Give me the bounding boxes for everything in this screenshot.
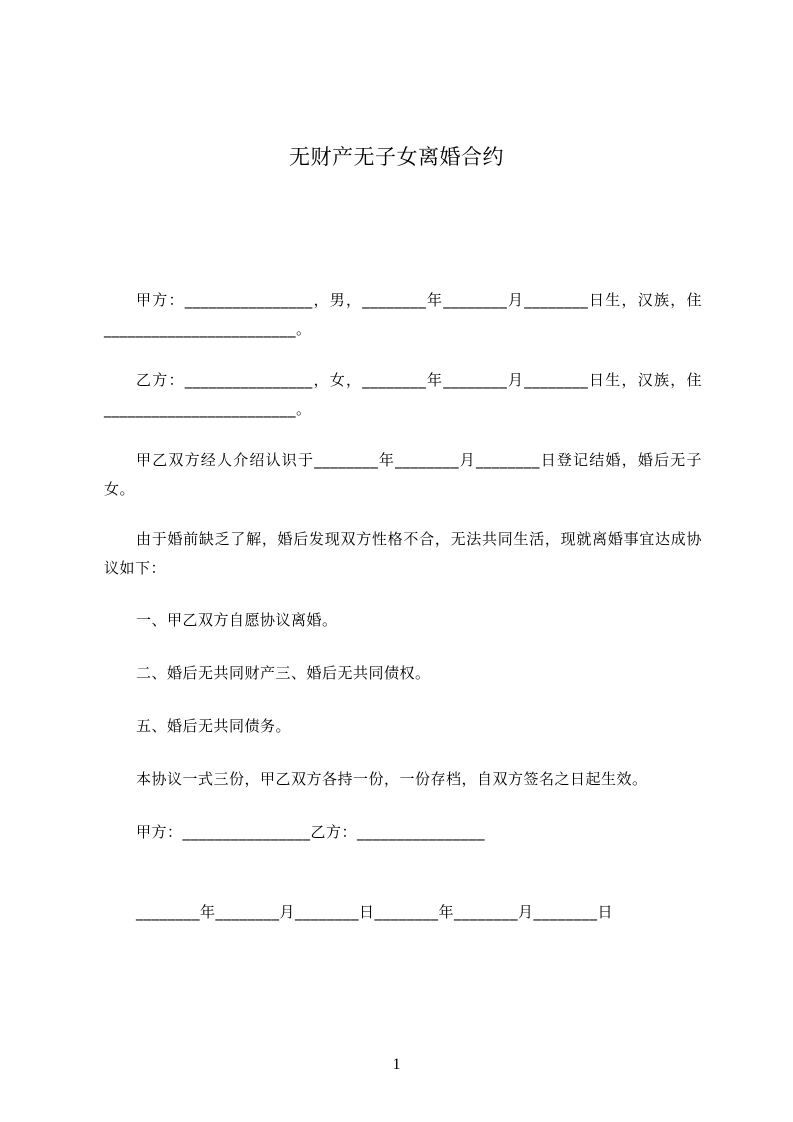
page-number: 1 — [392, 1056, 401, 1073]
clause-item-2-3: 二、婚后无共同财产三、婚后无共同债权。 — [136, 664, 431, 682]
signature-line: 甲方：________________乙方：________________ — [136, 823, 486, 841]
party-b-paragraph: 乙方：________________，女，________年________月________日生，汉族，住________________________。 — [104, 371, 702, 418]
marriage-info-paragraph: 甲乙双方经人介绍认识于________年________月________日登记结婚，婚后无子女。 — [104, 451, 702, 498]
clause-item-1: 一、甲乙双方自愿协议离婚。 — [136, 611, 338, 629]
document-title: 无财产无子女离婚合约 — [289, 145, 504, 169]
reason-paragraph: 由于婚前缺乏了解，婚后发现双方性格不合，无法共同生活，现就离婚事宜达成协议如下： — [104, 530, 702, 577]
party-a-paragraph: 甲方：________________，男，________年________月________日生，汉族，住________________________。 — [104, 291, 702, 338]
date-line: ________年________月________日________年________月________日 — [136, 903, 614, 921]
clause-item-5: 五、婚后无共同债务。 — [136, 717, 292, 735]
copies-clause: 本协议一式三份，甲乙双方各持一份，一份存档，自双方签名之日起生效。 — [136, 770, 648, 788]
